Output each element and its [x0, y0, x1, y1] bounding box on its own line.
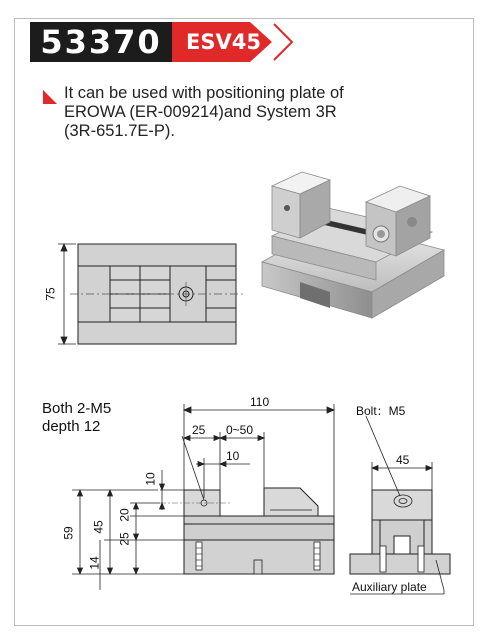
bolt-label: Bolt：M5	[356, 404, 406, 418]
side-hole-height-dim: 20	[117, 508, 132, 522]
side-body-height-dim: 25	[117, 532, 132, 546]
aux-plate-label: Auxiliary plate	[352, 580, 427, 594]
side-jaw-dim: 25	[192, 423, 206, 437]
side-hole-depth-dim: 10	[143, 472, 158, 486]
end-width-dim: 45	[396, 453, 410, 467]
side-opening-dim: 0~50	[226, 423, 254, 437]
side-base-height-dim: 14	[87, 556, 102, 570]
description-line-1: It can be used with positioning plate of	[64, 84, 344, 102]
side-jaw-height-dim: 45	[91, 520, 106, 534]
callout-depth: depth 12	[42, 418, 101, 435]
model-tag: ESV45	[186, 30, 261, 54]
top-height-dim: 75	[43, 287, 58, 301]
callout-thread: Both 2-M5	[42, 400, 112, 417]
model-number: 53370	[40, 23, 162, 61]
side-width-dim: 110	[250, 395, 270, 409]
side-hole-offset-dim: 10	[226, 449, 240, 463]
description-line-2: EROWA (ER-009214)and System 3R	[64, 103, 337, 121]
side-total-height-dim: 59	[61, 526, 76, 540]
description-line-3: (3R-651.7E-P).	[64, 122, 175, 140]
